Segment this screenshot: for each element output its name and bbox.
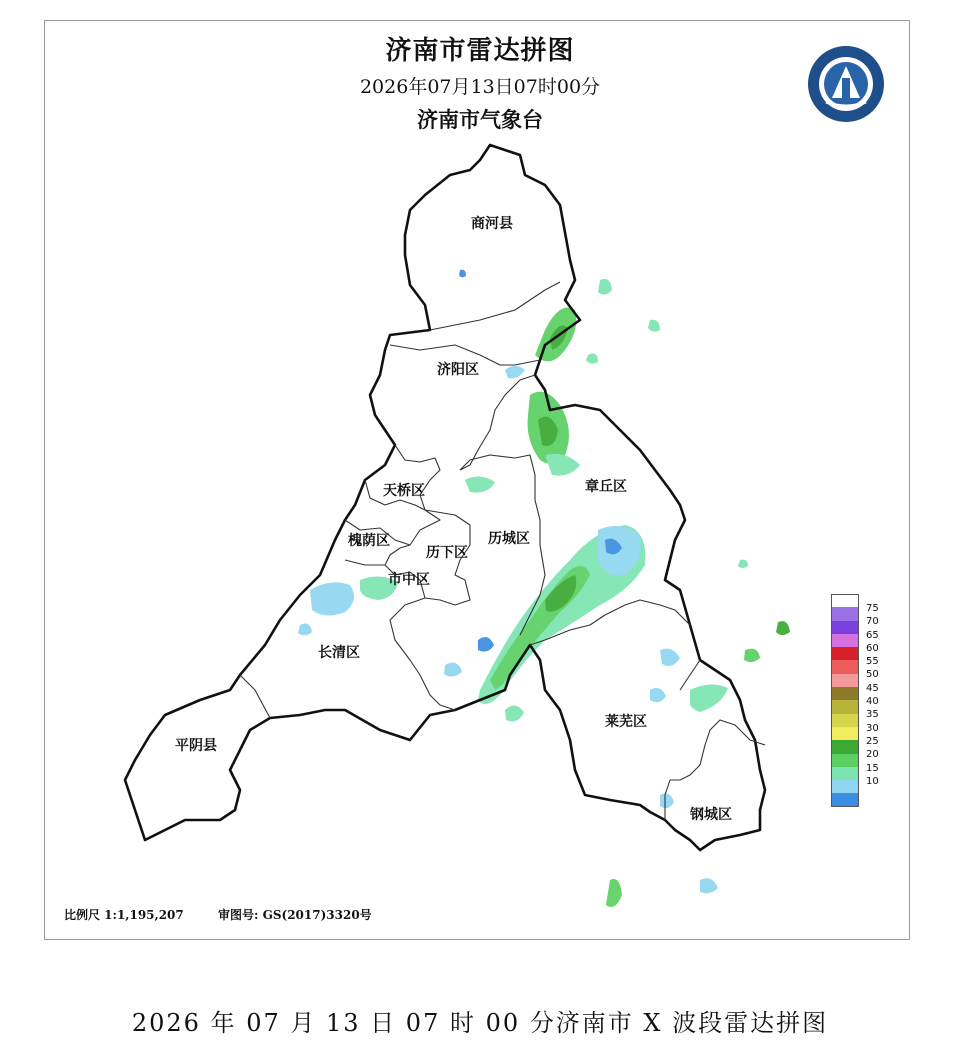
legend-swatch (831, 674, 859, 687)
district-label-shizhong: 市中区 (388, 572, 430, 588)
district-label-tianqiao: 天桥区 (383, 483, 425, 499)
legend-level-label: 20 (866, 749, 879, 761)
legend-swatch (831, 634, 859, 647)
district-label-shanghe: 商河县 (471, 216, 513, 232)
district-label-pingyin: 平阴县 (175, 738, 217, 754)
legend-level-label: 30 (866, 722, 879, 734)
map-title: 济南市雷达拼图 (385, 36, 575, 66)
legend-level-label: 55 (866, 656, 879, 668)
legend-swatch (831, 793, 859, 806)
legend-swatch (831, 594, 859, 607)
legend-swatch (831, 647, 859, 660)
legend-swatch (831, 607, 859, 620)
jinan-outer-boundary (125, 145, 765, 850)
legend-swatch (831, 727, 859, 740)
legend-level-label: 70 (866, 616, 879, 628)
district-label-changqing: 长清区 (318, 645, 360, 661)
legend-swatch (831, 754, 859, 767)
legend-level-label: 10 (866, 775, 879, 787)
reflectivity-legend-labels (866, 602, 906, 788)
legend-swatch (831, 740, 859, 753)
figure-caption: 2026 年 07 月 13 日 07 时 00 分济南市 X 波段雷达拼图 (131, 1009, 829, 1037)
legend-level-label: 25 (866, 735, 879, 747)
legend-swatch (831, 621, 859, 634)
district-label-lixia: 历下区 (426, 545, 468, 561)
map-scale: 比例尺 1:1,195,207 (64, 908, 184, 922)
legend-swatch (831, 687, 859, 700)
map-datetime: 2026年07月13日07时00分 (359, 76, 601, 98)
district-label-zhangqiu: 章丘区 (585, 479, 627, 495)
legend-level-label: 75 (866, 603, 879, 614)
legend-level-label: 45 (866, 682, 879, 694)
legend-level-label: 50 (866, 669, 879, 681)
map-approval-number: 审图号: GS(2017)3320号 (218, 908, 372, 922)
legend-level-label: 35 (866, 709, 879, 721)
legend-level-label: 15 (866, 762, 879, 774)
legend-swatch (831, 767, 859, 780)
map-issuer: 济南市气象台 (417, 107, 543, 132)
district-label-laiwu: 莱芜区 (605, 714, 647, 730)
legend-swatch (831, 714, 859, 727)
district-label-huaiyin: 槐荫区 (348, 533, 390, 549)
district-label-gangcheng: 钢城区 (690, 807, 732, 823)
district-label-jiyang: 济阳区 (437, 362, 479, 378)
reflectivity-legend (831, 594, 861, 807)
legend-level-label: 65 (866, 629, 879, 641)
legend-swatch (831, 700, 859, 713)
legend-swatch (831, 780, 859, 793)
legend-swatch (831, 660, 859, 673)
legend-level-label: 40 (866, 696, 879, 708)
legend-level-label: 60 (866, 642, 879, 654)
district-boundaries (240, 282, 765, 820)
district-label-licheng: 历城区 (488, 531, 530, 547)
